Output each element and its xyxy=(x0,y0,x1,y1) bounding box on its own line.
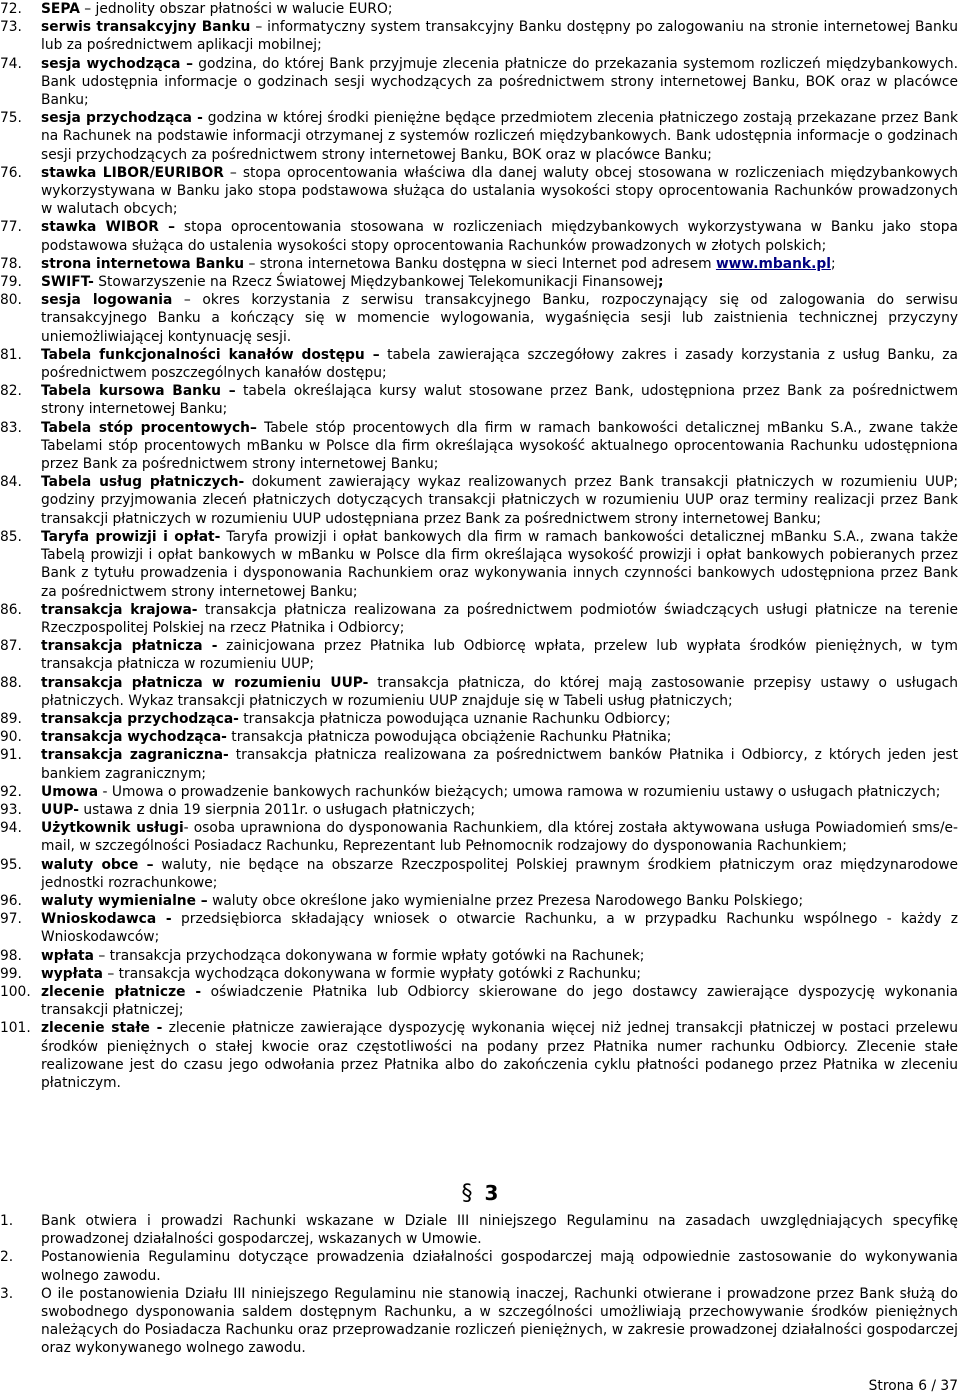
definition-item xyxy=(0,783,958,801)
definition-body: – okres korzystania z serwisu transakcyjnego Banku, rozpoczynający się od zalogowania do serwisu transakcyjnego Banku a kończący się w momencie wylogowania, wygaśnięcia sesji lub zaistnienia technicznej przyczyny uniemożliwiającej kontynuację sesji. xyxy=(41,292,958,345)
definition-body: Taryfa prowizji i opłat bankowych dla firm w ramach bankowości detalicznej mBanku S.A., zwana także Tabelą prowizji i opłat bankowych w mBanku w Polsce dla firm określająca wysokość prowizji i opłat bankowych pobieranych przez Bank z tytułu prowadzenia i dysponowania Rachunkiem oraz wykonywania innych czynności bankowych udostępniona przez Bank za pośrednictwem strony internetowej Banku; xyxy=(41,528,958,600)
definition-body: – transakcja wychodząca dokonywana w formie wypłaty gotówki z Rachunku; xyxy=(102,965,642,982)
definition-number: 77. xyxy=(0,219,22,236)
definition-body: – jednolity obszar płatności w walucie EURO; xyxy=(79,1,393,17)
definition-term: transakcja płatnicza w rozumieniu UUP- xyxy=(41,674,369,691)
definition-item xyxy=(0,18,958,54)
definition-item xyxy=(0,473,958,528)
definition-body: godzina w której środki pieniężne będące przedmiotem zlecenia płatniczego zostają przekazane przez Bank na Rachunek na podstawie informacji otrzymanej z systemów rozliczeń międzybankowych. Bank udostępnia informacje o godzinach sesji przychodzących za pośrednictwem strony internetowej Banku, BOK oraz w placówce Banku; xyxy=(41,110,959,163)
definition-body: waluty, nie będące na obszarze Rzeczpospolitej Polskiej prawnym środkiem płatniczym oraz międzynarodowe jednostki rozrachunkowe; xyxy=(41,856,959,891)
definition-body: zainicjowana przez Płatnika lub Odbiorcę wpłata, przelew lub wypłata środków pieniężnych, w tym transakcja płatnicza w rozumieniu UUP; xyxy=(41,638,958,673)
definition-number: 101. xyxy=(0,1020,31,1037)
section-item-text: Bank otwiera i prowadzi Rachunki wskazane w Dziale III niniejszego Regulaminu na zasadach uwzględniających specyfikę prowadzonej działalności gospodarczej, wskazanych w Umowie. xyxy=(41,1213,958,1248)
definition-body: transakcja płatnicza, do której mają zastosowanie przepisy ustawy o usługach płatniczych. Wykaz transakcji płatniczych w rozumieniu UUP znajduje się w Tabeli usług płatniczych; xyxy=(41,674,958,709)
definition-number: 85. xyxy=(0,528,22,545)
definition-term: transakcja płatnicza - xyxy=(41,638,218,655)
section-item xyxy=(0,1212,958,1248)
definition-term: stawka LIBOR/EURIBOR xyxy=(41,164,224,181)
definition-term: strona internetowa Banku xyxy=(41,255,245,272)
definition-number: 80. xyxy=(0,292,22,309)
definition-number: 93. xyxy=(0,801,22,818)
definition-body: stopa oprocentowania stosowana w rozliczeniach międzybankowych wykorzystywana w Banku jako stopa podstawowa służąca do ustalenia wysokości stopy oprocentowania Rachunków prowadzonych w złotych polskich; xyxy=(41,219,959,254)
definition-term: transakcja przychodząca- xyxy=(41,710,239,727)
definition-text xyxy=(41,674,958,710)
section-item xyxy=(0,1248,958,1284)
definition-item xyxy=(0,710,958,728)
definition-text xyxy=(41,109,958,164)
definition-body: Stowarzyszenie na Rzecz Światowej Międzybankowej Telekomunikacji Finansowej xyxy=(93,274,658,291)
definition-term: wypłata xyxy=(41,965,103,982)
section-item-number: 2. xyxy=(0,1249,14,1266)
definition-item xyxy=(0,983,958,1019)
definition-item xyxy=(0,218,958,254)
section-symbol: § xyxy=(461,1181,473,1206)
definition-item xyxy=(0,892,958,910)
definition-number: 75. xyxy=(0,110,22,127)
definition-tail: ; xyxy=(830,255,836,272)
definition-item xyxy=(0,819,958,855)
definition-body: Tabele stóp procentowych dla firm w ramach bankowości detalicznej mBanku S.A., zwane także Tabelami stóp procentowych mBanku w Polsce dla firm określająca wysokość aktualnego oprocentowania Rachunku udostępniona przez Bank za pośrednictwem strony internetowej Banku; xyxy=(41,419,958,473)
definition-tail: ; xyxy=(657,274,664,291)
definition-term: transakcja wychodząca- xyxy=(41,729,227,746)
definition-text xyxy=(41,601,958,637)
definition-body: transakcja płatnicza realizowana za pośrednictwem podmiotów świadczących usługi płatnicze na terenie Rzeczpospolitej Polskiej na rzecz Płatnika i Odbiorcy; xyxy=(41,601,958,636)
definition-text xyxy=(41,473,958,528)
definition-item xyxy=(0,601,958,637)
definition-text xyxy=(41,892,958,910)
definition-text xyxy=(41,983,958,1019)
definition-number: 87. xyxy=(0,638,22,655)
definition-text xyxy=(41,819,958,855)
definition-body: ustawa z dnia 19 sierpnia 2011r. o usługach płatniczych; xyxy=(79,801,476,818)
definition-item xyxy=(0,346,958,382)
definition-text xyxy=(41,965,958,983)
definition-term: sesja logowania xyxy=(41,292,173,309)
definition-item xyxy=(0,273,958,291)
definition-text xyxy=(41,637,958,673)
definition-body: – transakcja przychodząca dokonywana w formie wpłaty gotówki na Rachunek; xyxy=(93,947,645,964)
definition-term: Tabela funkcjonalności kanałów dostępu – xyxy=(41,346,380,363)
definition-number: 86. xyxy=(0,601,22,618)
definition-number: 95. xyxy=(0,856,22,873)
definition-text xyxy=(41,255,958,273)
definition-item xyxy=(0,801,958,819)
definition-body: oświadczenie Płatnika lub Odbiorcy skierowane do jego dostawcy zawierające dyspozycję wykonania transakcji płatniczej; xyxy=(41,983,958,1019)
definition-item xyxy=(0,947,958,965)
definition-term: Tabela kursowa Banku – xyxy=(41,383,236,400)
definition-item xyxy=(0,291,958,346)
section-items-list xyxy=(0,1212,958,1358)
definition-item xyxy=(0,528,958,601)
definition-body: godzina, do której Bank przyjmuje zlecenia płatnicze do przekazania systemom rozliczeń międzybankowych. Bank udostępnia informacje o godzinach sesji wychodzących za pośrednictwem strony internetowej Banku, BOK oraz w placówce Banku; xyxy=(41,55,958,109)
website-link[interactable]: www.mbank.pl xyxy=(715,255,831,272)
definition-term: transakcja krajowa- xyxy=(41,601,198,618)
definition-number: 96. xyxy=(0,892,22,909)
section-number: 3 xyxy=(484,1181,499,1205)
definition-item xyxy=(0,856,958,892)
definition-body: - osoba uprawniona do dysponowania Rachunkiem, dla której została aktywowana usługa Powiadomień sms/e-mail, w szczególności Posiadacz Rachunku, Reprezentant lub Pełnomocnik rodzajowy do dysponowania Rachunkiem; xyxy=(41,820,958,855)
definition-item xyxy=(0,746,958,782)
definition-term: wpłata xyxy=(41,947,94,964)
definition-term: waluty obce – xyxy=(41,856,154,873)
definition-body: tabela określająca kursy walut stosowane przez Bank, udostępniona przez Bank za pośrednictwem strony internetowej Banku; xyxy=(41,383,959,418)
definition-number: 94. xyxy=(0,820,22,837)
definition-text xyxy=(41,346,958,382)
definition-item xyxy=(0,164,958,219)
definition-number: 84. xyxy=(0,474,22,491)
definition-number: 82. xyxy=(0,383,22,400)
section-item-number: 3. xyxy=(0,1285,14,1302)
definition-number: 79. xyxy=(0,274,22,291)
definition-item xyxy=(0,382,958,418)
definition-term: Umowa xyxy=(41,783,99,800)
definition-item xyxy=(0,728,958,746)
definition-number: 100. xyxy=(0,983,31,1000)
definition-number: 78. xyxy=(0,255,22,272)
definition-term: zlecenie stałe - xyxy=(41,1020,163,1037)
section-item-text: O ile postanowienia Działu III niniejszego Regulaminu nie stanowią inaczej, Rachunki otwierane i prowadzone przez Bank służą do swobodnego dysponowania saldem dostępnym Rachunku, a w szczególności umożliwiają przechowywanie środków pieniężnych należących do Posiadacza Rachunku oraz przeprowadzanie rozliczeń pieniężnych, w zakresie prowadzonej działalności gospodarczej oraz wykonywanego wolnego zawodu. xyxy=(41,1285,958,1357)
section-heading xyxy=(0,1180,960,1207)
definition-term: stawka WIBOR – xyxy=(41,219,176,236)
definition-text xyxy=(41,856,958,892)
definition-item xyxy=(0,55,958,110)
definition-text xyxy=(41,55,958,110)
section-item xyxy=(0,1285,958,1358)
definition-body: - Umowa o prowadzenie bankowych rachunków bieżących; umowa ramowa w rozumieniu ustawy o usługach płatniczych; xyxy=(98,783,941,800)
definition-body: – stopa oprocentowania właściwa dla danej waluty obcej stosowana w rozliczeniach międzybankowych wykorzystywana w Banku jako stopa podstawowa służąca do ustalania wysokości stopy oprocentowania Rachunków prowadzonych w walutach obcych; xyxy=(41,164,958,218)
definition-term: sesja przychodząca - xyxy=(41,110,203,127)
definition-text xyxy=(41,419,958,474)
definition-term: SEPA xyxy=(41,1,80,17)
definition-number: 74. xyxy=(0,55,22,72)
definition-term: Taryfa prowizji i opłat- xyxy=(41,528,221,545)
definition-term: sesja wychodząca – xyxy=(41,55,193,72)
definition-item xyxy=(0,674,958,710)
definition-term: serwis transakcyjny Banku xyxy=(41,19,251,36)
definition-number: 72. xyxy=(0,1,22,17)
definition-number: 98. xyxy=(0,947,22,964)
definition-item xyxy=(0,255,958,273)
definition-number: 99. xyxy=(0,965,22,982)
definition-number: 90. xyxy=(0,729,22,746)
definition-number: 92. xyxy=(0,783,22,800)
section-item-text: Postanowienia Regulaminu dotyczące prowadzenia działalności gospodarczej mają odpowiednie zastosowanie do wykonywania wolnego zawodu. xyxy=(41,1249,958,1284)
definition-number: 73. xyxy=(0,19,22,36)
definition-text xyxy=(41,0,958,18)
definition-term: Tabela stóp procentowych– xyxy=(41,419,257,436)
definition-number: 97. xyxy=(0,911,22,928)
definition-text xyxy=(41,528,958,601)
definition-text xyxy=(41,1019,958,1092)
definition-body: – informatyczny system transakcyjny Banku dostępny po zalogowaniu na stronie internetowej Banku lub za pośrednictwem aplikacji mobilnej; xyxy=(41,19,959,54)
definition-item xyxy=(0,965,958,983)
definition-body: zlecenie płatnicze zawierające dyspozycję wykonania więcej niż jednej transakcji płatniczej w postaci przelewu środków pieniężnych o stałej kwocie oraz częstotliwości na podany przez Płatnika numer rachunku Odbiorcy. Zlecenie stałe realizowane jest do czasu jego odwołania przez Płatnika albo do zakończenia cyklu płatności podanego przez Płatnika w zleceniu płatniczym. xyxy=(41,1020,958,1091)
definition-term: Użytkownik usługi xyxy=(41,820,184,837)
definition-text xyxy=(41,291,958,346)
definition-term: transakcja zagraniczna- xyxy=(41,747,229,764)
definition-item xyxy=(0,0,958,18)
definition-term: waluty wymienialne – xyxy=(41,892,208,909)
definition-text xyxy=(41,218,958,254)
definition-text xyxy=(41,728,958,746)
definition-term: Wnioskodawca - xyxy=(41,911,172,928)
definition-term: SWIFT- xyxy=(41,274,94,291)
definition-term: UUP- xyxy=(41,801,80,818)
definition-number: 88. xyxy=(0,674,22,691)
definition-text xyxy=(41,710,958,728)
definition-number: 76. xyxy=(0,164,22,181)
definition-item xyxy=(0,910,958,946)
definition-number: 83. xyxy=(0,419,22,436)
definition-number: 91. xyxy=(0,747,22,764)
definition-text xyxy=(41,746,958,782)
definition-text xyxy=(41,910,958,946)
definition-body: – strona internetowa Banku dostępna w sieci Internet pod adresem xyxy=(244,255,716,272)
definition-text xyxy=(41,783,958,801)
definition-body: transakcja płatnicza powodująca obciążenie Rachunku Płatnika; xyxy=(226,729,672,746)
definition-body: dokument zawierający wykaz realizowanych przez Bank transakcji płatniczych w rozumieniu UUP; godziny przyjmowania zleceń płatniczych dotyczących transakcji płatniczych w rozumieniu UUP oraz terminy realizacji przez Bank transakcji płatniczych w rozumieniu UUP udostępniana przez Bank za pośrednictwem strony internetowej Banku; xyxy=(41,474,958,527)
section-item-number: 1. xyxy=(0,1213,14,1229)
definition-text xyxy=(41,947,958,965)
definition-text xyxy=(41,273,958,291)
definition-number: 81. xyxy=(0,346,22,363)
definition-body: przedsiębiorca składający wniosek o otwarcie Rachunku, a w przypadku Rachunku wspólnego - każdy z Wnioskodawców; xyxy=(41,911,958,946)
definition-number: 89. xyxy=(0,710,22,727)
definition-item xyxy=(0,109,958,164)
definition-body: transakcja płatnicza powodująca uznanie Rachunku Odbiorcy; xyxy=(238,710,671,727)
definition-item xyxy=(0,637,958,673)
definition-body: transakcja płatnicza realizowana za pośrednictwem banków Płatnika i Odbiorcy, z których jeden jest bankiem zagranicznym; xyxy=(41,747,959,782)
definition-text xyxy=(41,18,958,54)
definition-item xyxy=(0,419,958,474)
definition-text xyxy=(41,382,958,418)
definition-term: Tabela usług płatniczych- xyxy=(41,474,245,491)
definition-text xyxy=(41,164,958,219)
page-number: Strona 6 / 37 xyxy=(868,1378,958,1394)
definition-body: waluty obce określone jako wymienialne przez Prezesa Narodowego Banku Polskiego; xyxy=(207,892,804,909)
definition-text xyxy=(41,801,958,819)
definition-body: tabela zawierająca szczegółowy zakres i zasady korzystania z usług Banku, za pośrednictwem poszczególnych kanałów dostępu; xyxy=(41,346,958,382)
definition-term: zlecenie płatnicze - xyxy=(41,983,202,1000)
definition-item xyxy=(0,1019,958,1092)
